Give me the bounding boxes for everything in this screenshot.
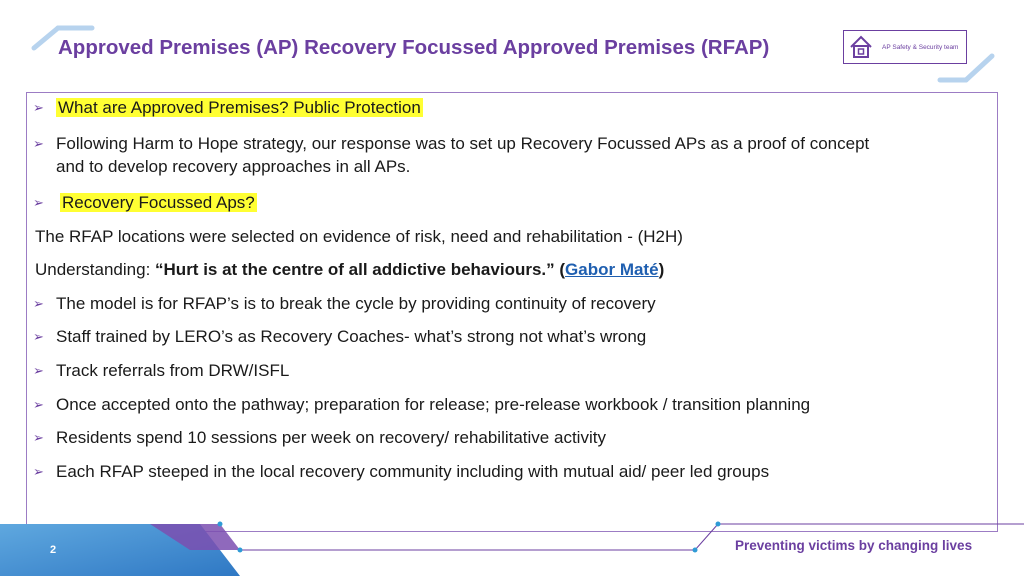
bullet-arrow-icon: ➢: [33, 195, 44, 210]
bullet-arrow-icon: ➢: [33, 296, 44, 311]
bullet-arrow-icon: ➢: [33, 464, 44, 479]
bullet-track-referrals: Track referrals from DRW/ISFL: [56, 361, 290, 380]
footer-dot-3: [716, 522, 721, 527]
bullet-residents-sessions: Residents spend 10 sessions per week on recovery/ rehabilitative activity: [56, 428, 606, 447]
bullet-arrow-icon: ➢: [33, 397, 44, 412]
bullet-once-accepted: Once accepted onto the pathway; preparation for release; pre-release workbook / transition planning: [56, 395, 811, 414]
ap-safety-security-logo: [843, 30, 967, 64]
bullet-arrow-icon: ➢: [33, 136, 44, 151]
understanding-text: [35, 258, 664, 281]
deco-line-top-right-1: [966, 56, 992, 80]
paren-open: (: [554, 260, 566, 279]
logo-text: AP Safety & Security team: [882, 43, 959, 51]
footer-dot-4: [218, 522, 223, 527]
footer-line-2: [695, 524, 718, 550]
footer-dot-1: [238, 548, 243, 553]
gabor-mate-link[interactable]: Gabor Maté: [565, 260, 659, 279]
house-icon: [848, 34, 874, 60]
highlighted-text: What are Approved Premises? Public Protection: [58, 98, 421, 117]
page-title: Approved Premises (AP) Recovery Focussed Approved Premises (RFAP): [58, 36, 770, 59]
paren-close: ): [658, 260, 665, 279]
footer-dot-2: [693, 548, 698, 553]
bullet-arrow-icon: ➢: [33, 430, 44, 445]
highlighted-text: Recovery Focussed Aps?: [62, 193, 255, 212]
understanding-label: Understanding:: [35, 260, 156, 279]
footer-tagline: Preventing victims by changing lives: [735, 538, 973, 553]
bullet-arrow-icon: ➢: [33, 363, 44, 378]
bullet-harm-to-hope-line2: and to develop recovery approaches in all APs.: [56, 157, 411, 176]
bullet-each-rfap: Each RFAP steeped in the local recovery community including with mutual aid/ peer led groups: [56, 462, 770, 481]
quote-text: “Hurt is at the centre of all addictive behaviours.”: [155, 260, 555, 279]
bullet-arrow-icon: ➢: [33, 329, 44, 344]
bullet-staff-trained: Staff trained by LERO’s as Recovery Coaches- what’s strong not what’s wrong: [56, 327, 647, 346]
bullet-model: The model is for RFAP’s is to break the cycle by providing continuity of recovery: [56, 294, 656, 313]
deco-line-top-left-1: [34, 28, 58, 48]
page-number: 2: [50, 544, 57, 556]
bullet-arrow-icon: ➢: [33, 100, 44, 115]
bullet-harm-to-hope-line1: Following Harm to Hope strategy, our response was to set up Recovery Focussed APs as a proof of concept: [56, 134, 870, 153]
rfap-locations-text: The RFAP locations were selected on evidence of risk, need and rehabilitation - (H2H): [35, 227, 683, 246]
bullet-recovery-focussed: [60, 191, 257, 214]
bullet-approved-premises: [56, 96, 423, 119]
